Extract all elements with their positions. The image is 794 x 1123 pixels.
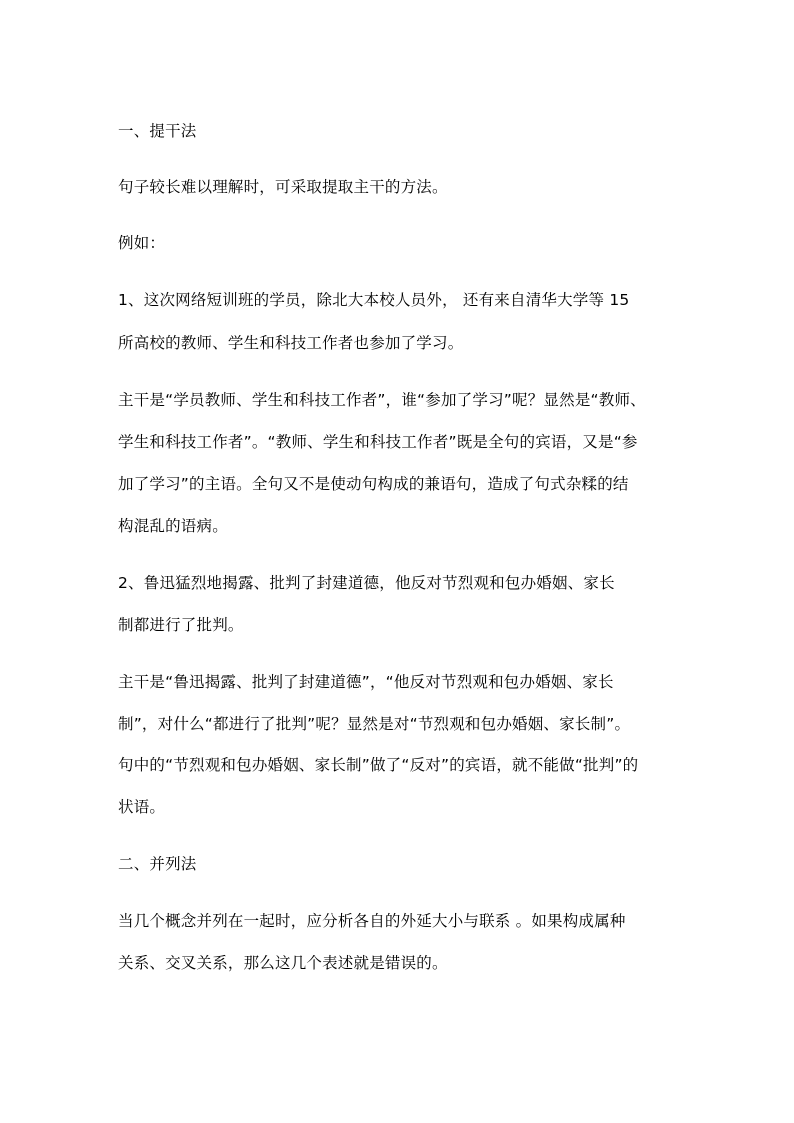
paragraph-line: 当几个概念并列在一起时，应分析各自的外延大小与联系 。如果构成属种 xyxy=(118,912,626,930)
analysis-one-line: 学生和科技工作者”。“教师、学生和科技工作者”既是全句的宾语，又是“参 xyxy=(118,433,638,451)
analysis-one-line: 主干是“学员教师、学生和科技工作者”，谁“参加了学习”呢？显然是“教师、 xyxy=(118,391,646,409)
example-one-line: 1、这次网络短训班的学员，除北大本校人员外， 还有来自清华大学等 15 xyxy=(118,291,630,309)
analysis-two-line: 状语。 xyxy=(118,798,166,816)
paragraph-line: 例如： xyxy=(118,234,166,252)
heading-method-one: 一、提干法 xyxy=(118,122,197,140)
example-two-line: 制都进行了批判。 xyxy=(118,616,244,634)
analysis-two-line: 制”，对什么“都进行了批判”呢？显然是对“节烈观和包办婚姻、家长制”。 xyxy=(118,715,631,733)
paragraph-line: 关系、交叉关系，那么这几个表述就是错误的。 xyxy=(118,954,448,972)
analysis-two-line: 句中的“节烈观和包办婚姻、家长制”做了“反对”的宾语，就不能做“批判”的 xyxy=(118,756,639,774)
paragraph-line: 句子较长难以理解时，可采取提取主干的方法。 xyxy=(118,178,448,196)
analysis-two-line: 主干是“鲁迅揭露、批判了封建道德”，“他反对节烈观和包办婚姻、家长 xyxy=(118,673,614,691)
analysis-one-line: 加了学习”的主语。全句又不是使动句构成的兼语句，造成了句式杂糅的结 xyxy=(118,475,629,493)
heading-method-two: 二、并列法 xyxy=(118,855,197,873)
example-one-line: 所高校的教师、学生和科技工作者也参加了学习。 xyxy=(118,334,464,352)
example-two-line: 2、鲁迅猛烈地揭露、批判了封建道德，他反对节烈观和包办婚姻、家长 xyxy=(118,574,615,592)
analysis-one-line: 构混乱的语病。 xyxy=(118,517,228,535)
